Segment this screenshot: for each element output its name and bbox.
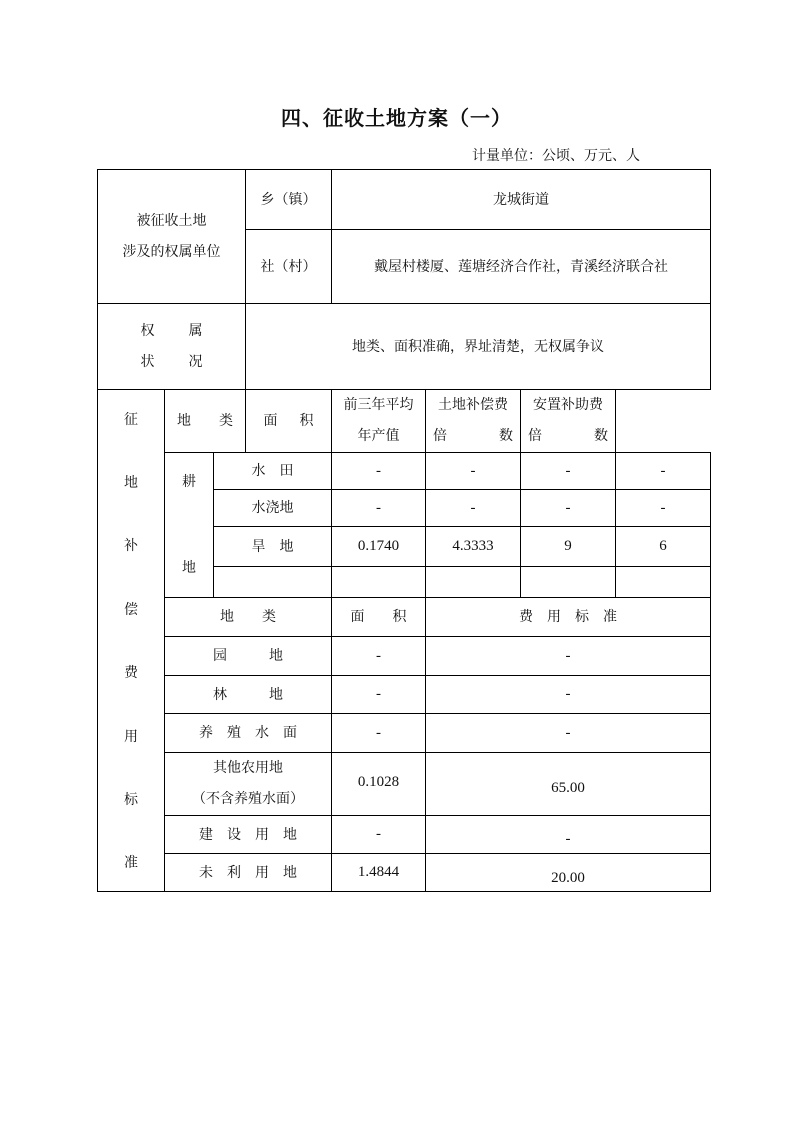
- ownership-label-line1: 被征收土地: [136, 212, 207, 229]
- header-land-comp-char: 倍: [433, 428, 447, 444]
- table-cell-fee: 65.00: [426, 753, 711, 816]
- table-cell-fee: -: [426, 714, 711, 753]
- table-cell-area: [332, 567, 426, 598]
- header-area-char: 面: [263, 413, 278, 429]
- header-avg-output: [332, 390, 426, 453]
- table-cell-fee: -: [426, 816, 711, 854]
- header-area: [246, 390, 332, 453]
- table-cell-resettle-mult: 6: [616, 527, 711, 567]
- side-label-char: 地: [124, 474, 138, 491]
- township-value: 龙城街道: [332, 170, 711, 230]
- table-cell-fee: 20.00: [426, 854, 711, 892]
- status-label-char: 况: [188, 353, 203, 370]
- side-label-char: 偿: [124, 601, 138, 618]
- table-cell-type: [165, 753, 332, 816]
- table-cell-land-mult: -: [521, 490, 616, 527]
- ownership-label-line2: 涉及的权属单位: [122, 243, 221, 260]
- header-land-comp-line1: 土地补偿费: [438, 397, 508, 413]
- table-cell-type: [214, 567, 332, 598]
- header-avg-output-line2: 年产值: [357, 428, 400, 444]
- table-cell-type: 养 殖 水 面: [165, 714, 332, 753]
- table-cell-area: -: [332, 490, 426, 527]
- table-cell-output: [426, 567, 521, 598]
- table-cell-area: 0.1740: [332, 527, 426, 567]
- header-resettle-char: 倍: [528, 428, 542, 444]
- table-cell-land-mult: 9: [521, 527, 616, 567]
- compensation-side-label: [98, 390, 165, 892]
- table-cell-type: 未 利 用 地: [165, 854, 332, 892]
- table-cell-area: -: [332, 637, 426, 676]
- table-cell-type: 水 田: [214, 453, 332, 490]
- table-cell-output: -: [426, 490, 521, 527]
- ownership-label: [98, 170, 246, 304]
- side-label-char: 征: [124, 411, 138, 428]
- header-resettle: [521, 390, 616, 453]
- village-label: 社（村）: [246, 230, 332, 304]
- unit-note: 计量单位：公顷、万元、人: [472, 148, 640, 164]
- header-land-comp-char: 数: [499, 428, 513, 444]
- table-cell-type: 林 地: [165, 676, 332, 714]
- table-cell-resettle-mult: [616, 567, 711, 598]
- side-label-char: 准: [124, 855, 138, 872]
- township-label: 乡（镇）: [246, 170, 332, 230]
- header-avg-output-line1: 前三年平均: [343, 397, 414, 413]
- page-title: 四、征收土地方案（一）: [281, 106, 512, 130]
- header-land-type-char: 类: [219, 413, 233, 429]
- table-cell-fee: -: [426, 676, 711, 714]
- header-land-type-char: 地: [177, 413, 191, 429]
- table-cell-fee: -: [426, 637, 711, 676]
- status-label-char: 属: [188, 322, 203, 339]
- header2-land-type: 地 类: [165, 598, 332, 637]
- header-land-type: [165, 390, 246, 453]
- side-label-char: 费: [124, 665, 138, 682]
- side-label-char: 补: [124, 538, 138, 555]
- side-label-char: 标: [124, 792, 138, 809]
- side-label-char: 用: [124, 728, 138, 745]
- table-cell-area: -: [332, 453, 426, 490]
- header-resettle-char: 数: [594, 428, 608, 444]
- status-label-char: 状: [140, 353, 155, 370]
- arable-label-char: 地: [182, 560, 196, 576]
- table-cell-output: -: [426, 453, 521, 490]
- arable-label-char: 耕: [182, 474, 196, 490]
- table-cell-area: 0.1028: [332, 753, 426, 816]
- table-cell-land-mult: [521, 567, 616, 598]
- header-area-char: 积: [299, 413, 314, 429]
- table-cell-area: -: [332, 714, 426, 753]
- arable-label: [165, 453, 214, 598]
- table-cell-type: 旱 地: [214, 527, 332, 567]
- status-label: [98, 304, 246, 390]
- other-ag-type-line2: （不含养殖水面）: [192, 791, 304, 807]
- land-acquisition-table: [97, 169, 711, 892]
- table-cell-land-mult: -: [521, 453, 616, 490]
- table-cell-type: 园 地: [165, 637, 332, 676]
- status-label-char: 权: [140, 322, 155, 339]
- table-cell-area: -: [332, 816, 426, 854]
- table-cell-type: 水浇地: [214, 490, 332, 527]
- status-value: 地类、面积准确，界址清楚，无权属争议: [246, 304, 711, 390]
- other-ag-type-line1: 其他农用地: [213, 760, 283, 776]
- village-value: 戴屋村楼厦、莲塘经济合作社，青溪经济联合社: [332, 230, 711, 304]
- header2-area: 面 积: [332, 598, 426, 637]
- table-cell-area: 1.4844: [332, 854, 426, 892]
- table-cell-area: -: [332, 676, 426, 714]
- table-cell-type: 建 设 用 地: [165, 816, 332, 854]
- table-cell-resettle-mult: -: [616, 453, 711, 490]
- header-land-comp: [426, 390, 521, 453]
- header2-fee-standard: 费 用 标 准: [426, 598, 711, 637]
- header-resettle-line1: 安置补助费: [533, 397, 603, 413]
- table-cell-output: 4.3333: [426, 527, 521, 567]
- table-cell-resettle-mult: -: [616, 490, 711, 527]
